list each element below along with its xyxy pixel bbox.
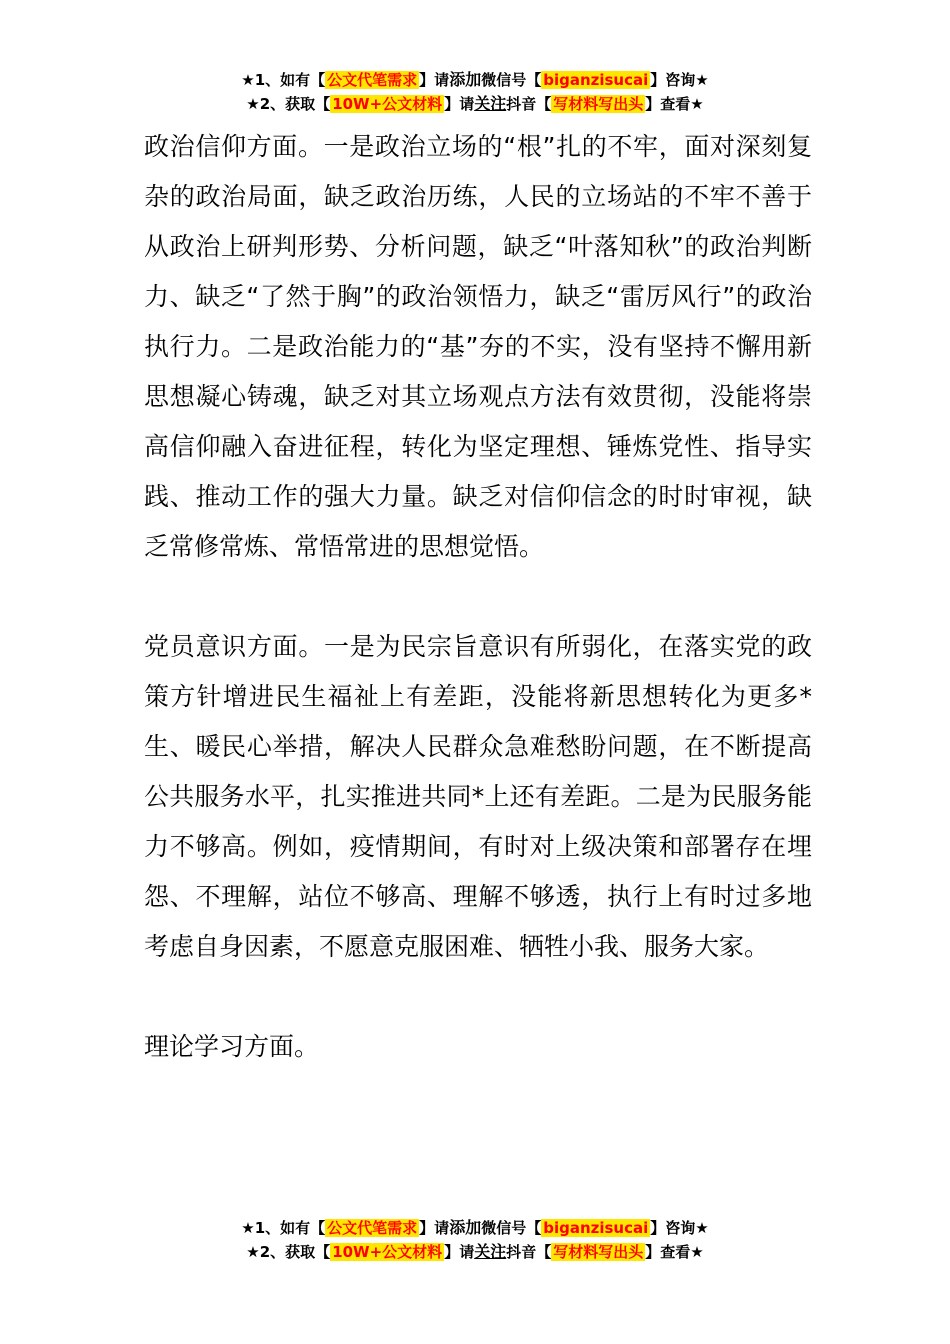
- footer-promo-banner: [0, 1216, 950, 1264]
- paragraph-party-awareness: 党员意识方面。一是为民宗旨意识有所弱化，在落实党的政策方针增进民生福祉上有差距，没能将新思想转化为更多*生、暖民心举措，解决人民群众急难愁盼问题，在不断提高公共服务水平，扎实推进共同*上还有差距。二是为民服务能力不够高。例如，疫情期间，有时对上级决策和部署存在埋怨、不理解，站位不够高、理解不够透，执行上有时过多地考虑自身因素，不愿意克服困难、牺牲小我、服务大家。: [144, 632, 812, 961]
- promo-douyin-id: 写材料写出头: [553, 1243, 644, 1261]
- promo-wechat-id: biganzisucai: [543, 71, 649, 89]
- promo-wechat-id: biganzisucai: [543, 1219, 649, 1237]
- promo-text: 】请: [444, 1243, 475, 1261]
- promo-highlight: 10W+公文材料: [332, 1243, 443, 1261]
- promo-douyin-id: 写材料写出头: [553, 95, 644, 113]
- promo-text: ★2、获取【: [246, 95, 331, 113]
- promo-text: 】请: [419, 1219, 450, 1237]
- promo-emphasis: 添加: [449, 1218, 482, 1237]
- promo-line-2: [0, 1240, 950, 1264]
- promo-text: 微信号【: [481, 71, 542, 89]
- header-promo-banner: [0, 68, 950, 116]
- promo-line-2: [0, 92, 950, 116]
- paragraph-theory-study: 理论学习方面。: [144, 1032, 320, 1061]
- promo-line-1: [0, 68, 950, 92]
- promo-emphasis: 关注: [474, 1242, 507, 1261]
- promo-text: 】请: [419, 71, 450, 89]
- promo-text: ★2、获取【: [246, 1243, 331, 1261]
- promo-text: 抖音【: [506, 1243, 552, 1261]
- promo-highlight: 10W+公文材料: [332, 95, 443, 113]
- promo-text: 】查看★: [645, 95, 704, 113]
- promo-highlight: 公文代笔需求: [327, 1219, 418, 1237]
- promo-emphasis: 关注: [474, 94, 507, 113]
- promo-emphasis: 添加: [449, 70, 482, 89]
- promo-text: 微信号【: [481, 1219, 542, 1237]
- document-body: [144, 122, 812, 1122]
- promo-text: 抖音【: [506, 95, 552, 113]
- promo-line-1: [0, 1216, 950, 1240]
- promo-highlight: 公文代笔需求: [327, 71, 418, 89]
- promo-text: 】咨询★: [650, 1219, 709, 1237]
- paragraph-political-belief: 政治信仰方面。一是政治立场的“根”扎的不牢，面对深刻复杂的政治局面，缺乏政治历练，人民的立场站的不牢不善于从政治上研判形势、分析问题，缺乏“叶落知秋”的政治判断力、缺乏“了然于胸”的政治领悟力，缺乏“雷厉风行”的政治执行力。二是政治能力的“基”夯的不实，没有坚持不懈用新思想凝心铸魂，缺乏对其立场观点方法有效贯彻，没能将崇高信仰融入奋进征程，转化为坚定理想、锤炼党性、指导实践、推动工作的强大力量。缺乏对信仰信念的时时审视，缺乏常修常炼、常悟常进的思想觉悟。: [144, 132, 812, 561]
- promo-text: 】请: [444, 95, 475, 113]
- promo-text: ★1、如有【: [241, 1219, 326, 1237]
- promo-text: ★1、如有【: [241, 71, 326, 89]
- promo-text: 】查看★: [645, 1243, 704, 1261]
- promo-text: 】咨询★: [650, 71, 709, 89]
